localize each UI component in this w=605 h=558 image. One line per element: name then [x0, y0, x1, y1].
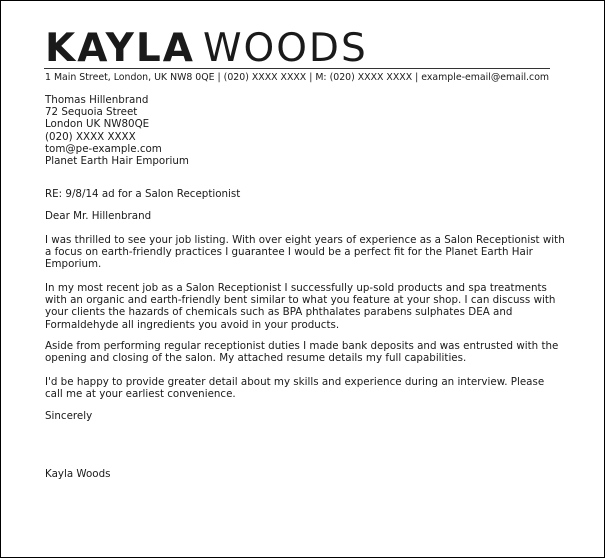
letter-paragraph: I'd be happy to provide greater detail about my skills and experience during an interview. Please call me at your earliest convenience. [45, 376, 545, 401]
sender-first-name: KAYLA [45, 26, 195, 71]
sender-contact-line: 1 Main Street, London, UK NW8 0QE | (020) XXXX XXXX | M: (020) XXXX XXXX | example-email@email.com [45, 72, 550, 83]
letter-signature: Kayla Woods [45, 468, 111, 480]
recipient-street: 72 Sequoia Street [45, 106, 138, 119]
sender-name [45, 28, 368, 70]
recipient-address [45, 94, 565, 167]
header-divider [44, 68, 550, 69]
recipient-name: Thomas Hillenbrand [45, 94, 149, 106]
letter-paragraph: Aside from performing regular receptionist duties I made bank deposits and was entrusted with the opening and closing of the salon. My attached resume details my full capabilities. [45, 340, 559, 365]
letter-paragraph: In my most recent job as a Salon Receptionist I successfully up-sold products and spa treatments with an organic and earth-friendly bent similar to what you feature at your shop. I can discuss with your clients the hazards of chemicals such as BPA phthalates parabens sulphates DEA and Formaldehyde all ingredients you avoid in your products. [45, 282, 556, 331]
sender-last-name: WOODS [202, 26, 368, 71]
recipient-city: London UK NW80QE [45, 118, 150, 131]
recipient-phone: (020) XXXX XXXX [45, 130, 136, 143]
letter-subject: RE: 9/8/14 ad for a Salon Receptionist [45, 188, 241, 200]
letter-paragraph: I was thrilled to see your job listing. With over eight years of experience as a Salon Receptionist with a focus on earth-friendly practices I guarantee I would be a perfect fit for the Planet Earth Hair Emporium. [45, 234, 565, 271]
recipient-email: tom@pe-example.com [45, 142, 162, 155]
recipient-company: Planet Earth Hair Emporium [45, 155, 189, 168]
letter-closing: Sincerely [45, 410, 93, 422]
letter-salutation: Dear Mr. Hillenbrand [45, 210, 152, 222]
